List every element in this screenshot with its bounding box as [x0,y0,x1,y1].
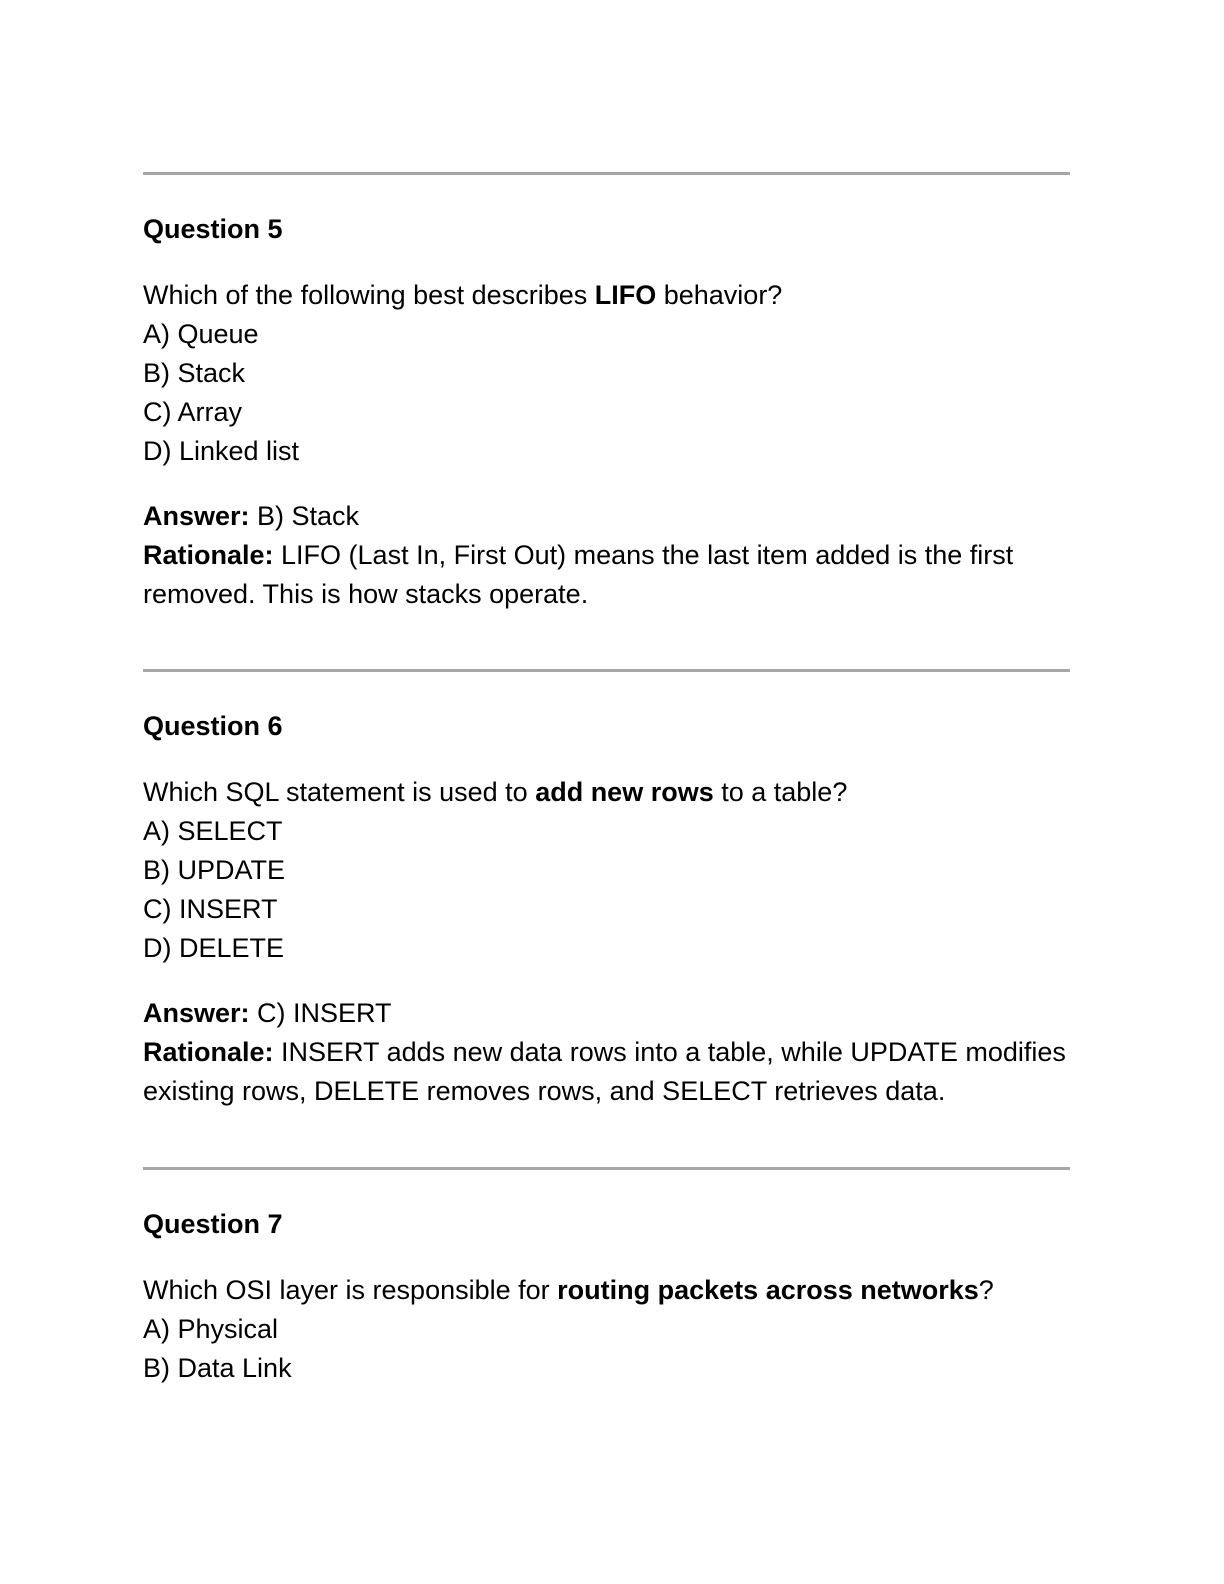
answer-option: A) SELECT [143,816,283,846]
answer-option: C) INSERT [143,894,278,924]
rationale-text: LIFO (Last In, First Out) means the last item added is the first removed. This is how stacks operate. [143,540,1014,609]
section-divider [143,1167,1070,1170]
answer-line [143,994,1083,1033]
answer-label: Answer: [143,998,250,1028]
question-body [143,1271,1083,1388]
answer-option: C) Array [143,397,243,427]
section-divider [143,172,1070,175]
question-title: Question 5 [143,214,283,244]
rationale-text: INSERT adds new data rows into a table, while UPDATE modifies existing rows, DELETE removes rows, and SELECT retrieves data. [143,1037,1066,1106]
question-title: Question 7 [143,1209,283,1239]
answer-option: D) DELETE [143,933,285,963]
answer-option: B) UPDATE [143,855,286,885]
question-body [143,276,1083,471]
answer-label: Answer: [143,501,250,531]
answer-line [143,497,1083,536]
answer-option: B) Data Link [143,1353,292,1383]
question-stem: Which of the following best describes LIFO behavior? [143,280,783,310]
answer-block [143,497,1083,614]
answer-value: B) Stack [249,501,360,531]
stem-emphasis: add new rows [535,777,714,807]
question-title: Question 6 [143,711,283,741]
question-stem: Which SQL statement is used to add new rows to a table? [143,777,848,807]
rationale [143,536,1053,614]
question-body [143,773,1083,968]
answer-option: A) Queue [143,319,259,349]
answer-block [143,994,1083,1111]
question-stem: Which OSI layer is responsible for routing packets across networks? [143,1275,994,1305]
answer-value: C) INSERT [249,998,392,1028]
stem-emphasis: LIFO [594,280,657,310]
rationale-label: Rationale: [143,540,274,570]
stem-emphasis: routing packets across networks [557,1275,979,1305]
rationale [143,1033,1083,1111]
rationale-label: Rationale: [143,1037,274,1067]
answer-option: D) Linked list [143,436,300,466]
section-divider [143,669,1070,672]
answer-option: B) Stack [143,358,246,388]
answer-option: A) Physical [143,1314,279,1344]
